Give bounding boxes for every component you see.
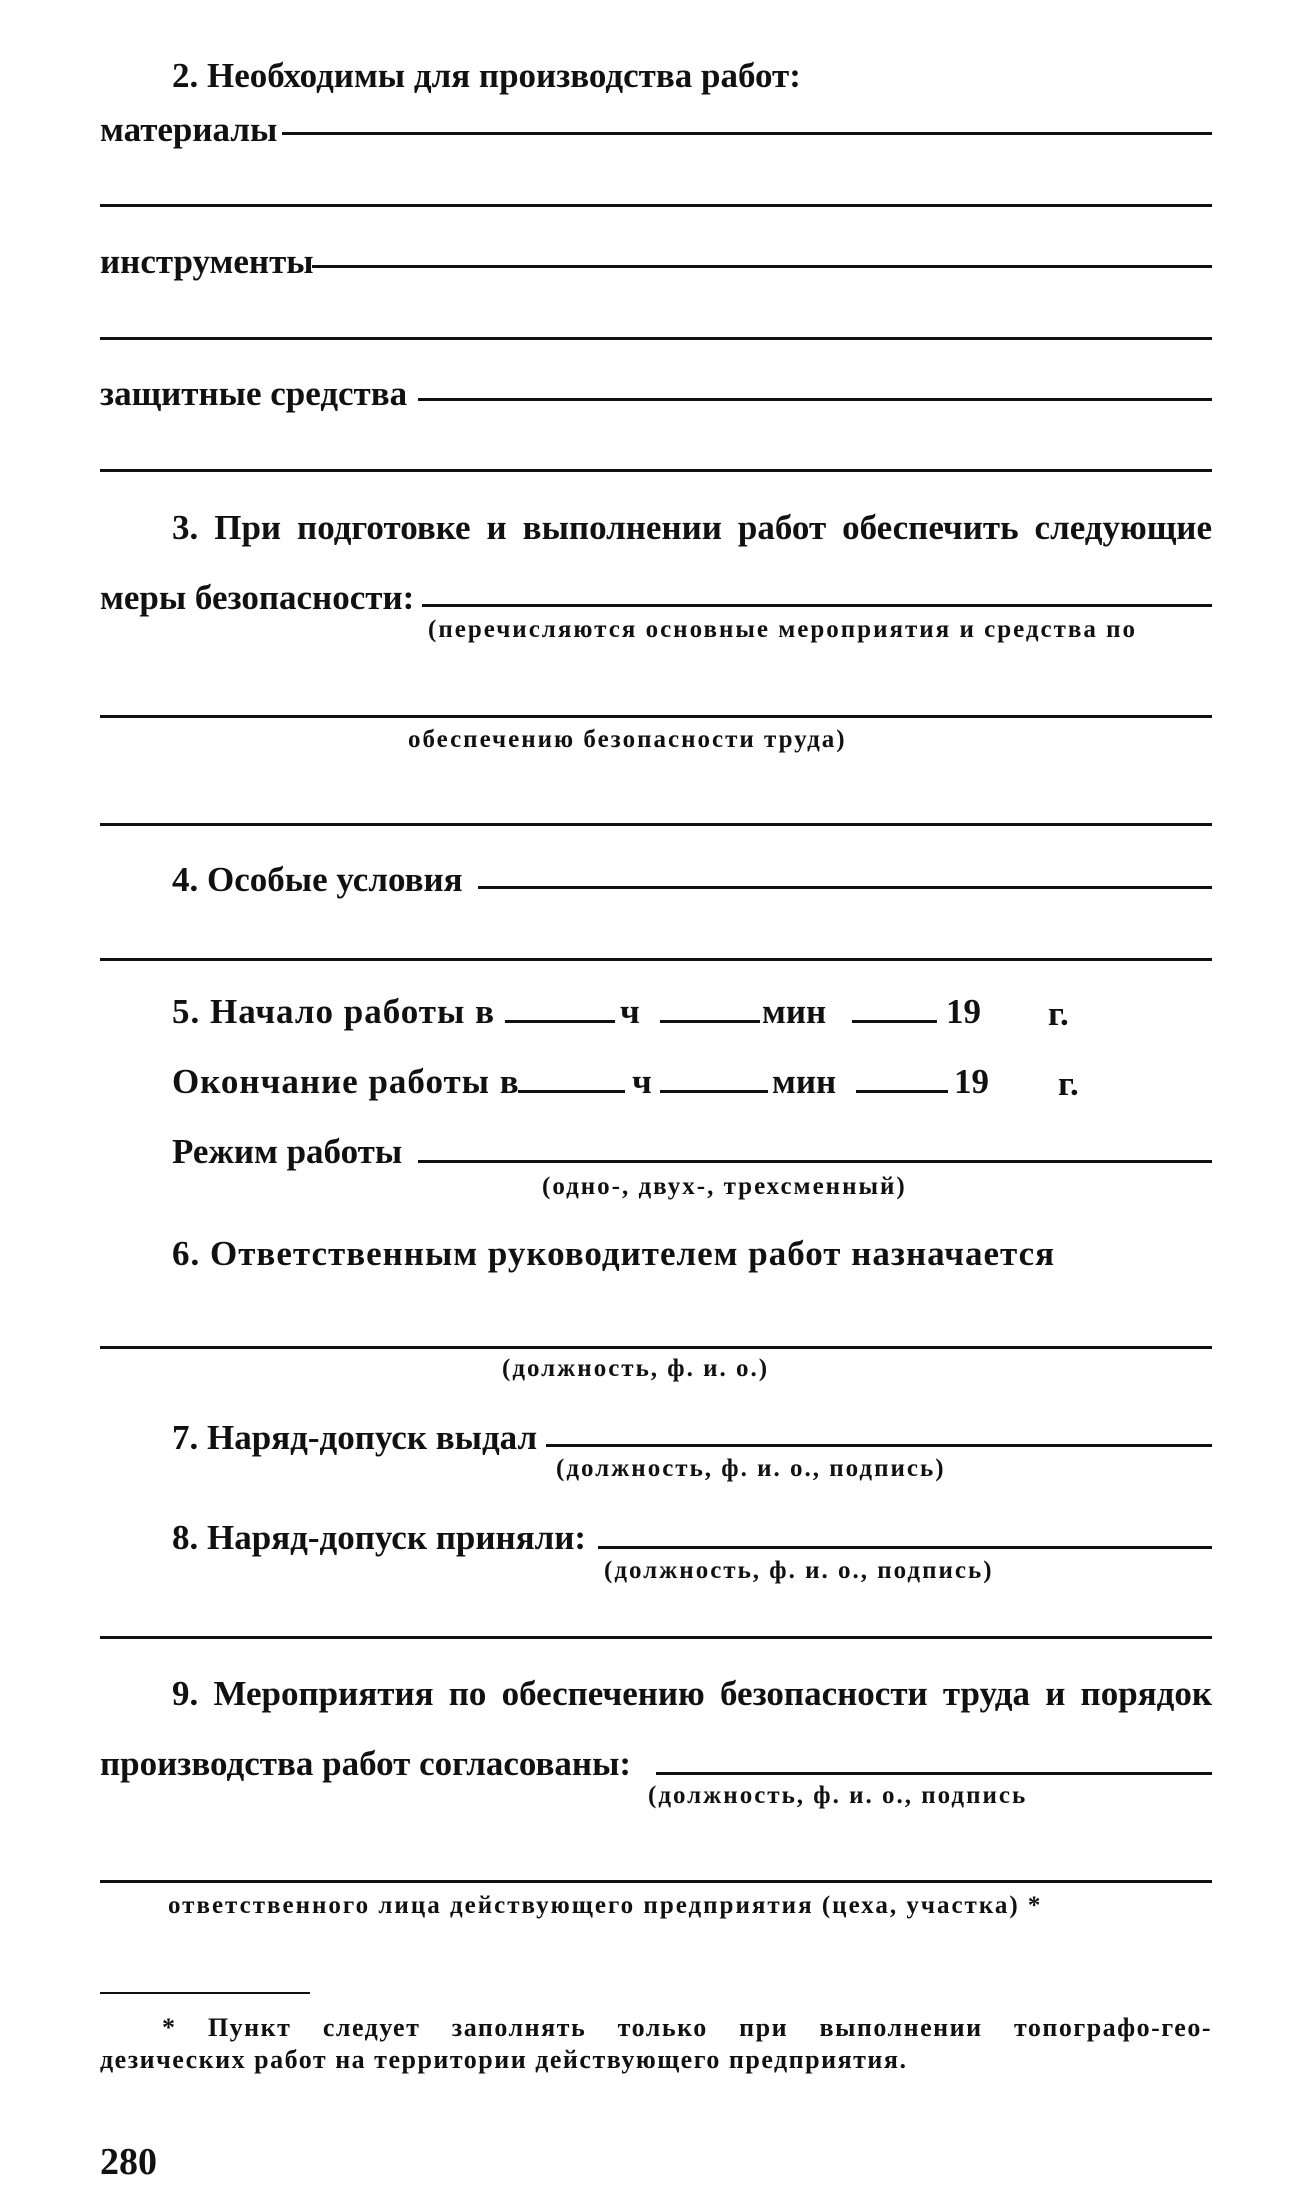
section-3-line-2: меры безопасности: [100,578,415,617]
section-2-heading: 2. Необходимы для производства работ: [172,56,801,95]
tools-field-line-2[interactable] [100,337,1212,340]
end-year-prefix: 19 [954,1062,989,1101]
start-minute-field[interactable] [660,1020,760,1023]
accepted-by-field[interactable] [598,1546,1212,1549]
start-year-prefix: 19 [946,992,981,1031]
materials-field[interactable] [282,132,1212,135]
safety-measures-field-line-3[interactable] [100,823,1212,826]
page-number: 280 [100,2141,157,2183]
accepted-by-field-line-2[interactable] [100,1636,1212,1639]
materials-field-line-2[interactable] [100,204,1212,207]
protective-label: защитные средства [100,374,408,413]
tools-field[interactable] [312,265,1212,268]
work-mode-label: Режим работы [172,1132,403,1171]
materials-label: материалы [100,110,278,149]
responsible-manager-caption: (должность, ф. и. о.) [502,1355,770,1382]
safety-measures-caption-1: (перечисляются основные мероприятия и средства по [428,616,1138,643]
agreed-by-field[interactable] [656,1772,1212,1775]
end-label: Окончание работы в [172,1062,520,1101]
start-hour-unit: ч [620,992,640,1031]
special-conditions-field-line-2[interactable] [100,958,1212,961]
section-3-line-1: 3. При подготовке и выполнении работ обеспечить следующие [172,508,1212,547]
start-label: 5. Начало работы в [172,992,495,1031]
end-year-suffix: г. [1058,1064,1079,1103]
footnote-line-2: дезических работ на территории действующего предприятия. [100,2045,908,2074]
responsible-manager-field[interactable] [100,1346,1212,1349]
section-8-label: 8. Наряд-допуск приняли: [172,1518,587,1557]
agreed-by-field-line-2[interactable] [100,1880,1212,1883]
work-mode-caption: (одно-, двух-, трехсменный) [542,1173,907,1200]
protective-field[interactable] [418,398,1212,401]
safety-measures-caption-2: обеспечению безопасности труда) [408,726,847,753]
section-4-label: 4. Особые условия [172,860,463,899]
start-date-field[interactable] [852,1020,937,1023]
tools-label: инструменты [100,242,314,281]
special-conditions-field[interactable] [478,886,1212,889]
agreed-by-caption-2: ответственного лица действующего предприятия (цеха, участка) * [168,1892,1043,1919]
start-year-suffix: г. [1048,994,1069,1033]
accepted-by-caption: (должность, ф. и. о., подпись) [604,1557,994,1584]
safety-measures-field[interactable] [422,604,1212,607]
protective-field-line-2[interactable] [100,469,1212,472]
work-mode-field[interactable] [418,1160,1212,1163]
section-7-label: 7. Наряд-допуск выдал [172,1418,538,1457]
end-hour-field[interactable] [518,1090,625,1093]
section-9-line-2: производства работ согласованы: [100,1744,632,1783]
section-6-label: 6. Ответственным руководителем работ назначается [172,1234,1056,1273]
end-date-field[interactable] [856,1090,948,1093]
footnote-line-1: * Пункт следует заполнять только при выполнении топографо-гео- [162,2013,1212,2042]
footnote-separator [100,1992,310,1994]
issued-by-field[interactable] [546,1444,1212,1447]
issued-by-caption: (должность, ф. и. о., подпись) [556,1455,946,1482]
end-minute-unit: мин [772,1062,837,1101]
end-hour-unit: ч [632,1062,652,1101]
start-minute-unit: мин [762,992,827,1031]
agreed-by-caption-1: (должность, ф. и. о., подпись [648,1782,1028,1809]
start-hour-field[interactable] [505,1020,615,1023]
section-9-line-1: 9. Мероприятия по обеспечению безопасности труда и порядок [172,1674,1212,1713]
safety-measures-field-line-2[interactable] [100,715,1212,718]
end-minute-field[interactable] [660,1090,768,1093]
